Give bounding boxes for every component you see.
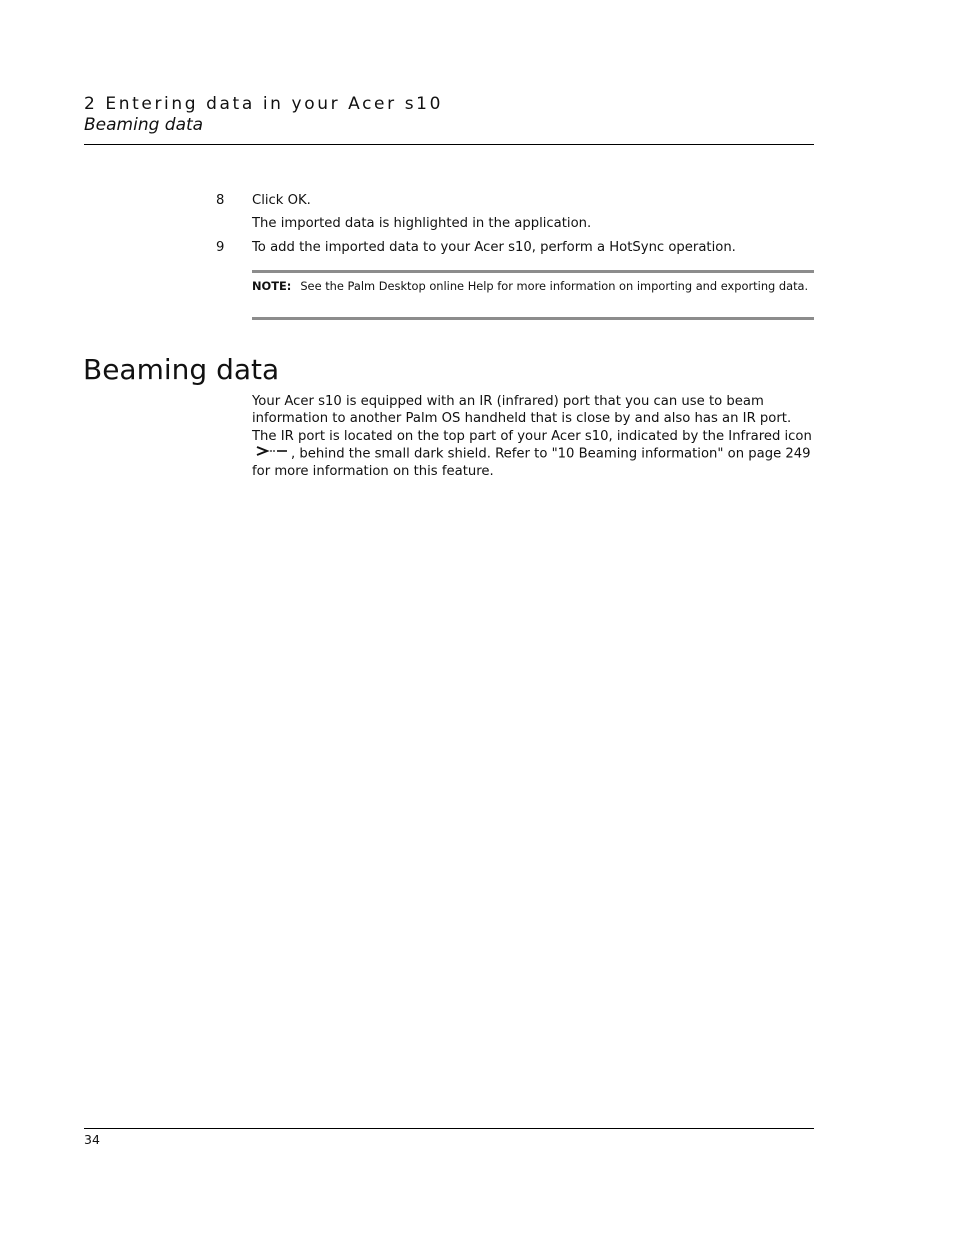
section-heading: Beaming data xyxy=(83,353,280,386)
section-subtitle: Beaming data xyxy=(84,115,204,135)
body-text-part2: , behind the small dark shield. Refer to "10 Beaming information" on page 249 for more information on this feature. xyxy=(252,446,811,479)
note-label: NOTE: xyxy=(252,279,292,293)
step-result: The imported data is highlighted in the application. xyxy=(252,216,592,231)
step-number: 8 xyxy=(216,193,225,208)
note-text: See the Palm Desktop online Help for more information on importing and exporting data. xyxy=(300,279,809,293)
body-paragraph xyxy=(252,393,814,480)
footer-divider xyxy=(84,1128,814,1129)
note-box xyxy=(252,270,814,320)
step-text: To add the imported data to your Acer s10, perform a HotSync operation. xyxy=(252,240,736,255)
header-divider xyxy=(84,144,814,145)
body-text-part1: Your Acer s10 is equipped with an IR (infrared) port that you can use to beam information to another Palm OS handheld that is close by and also has an IR port. The IR port is located on the top part of your Acer s10, indicated by the Infrared icon xyxy=(252,394,812,444)
infrared-icon xyxy=(255,445,289,462)
step-number: 9 xyxy=(216,240,225,255)
page-number: 34 xyxy=(84,1132,100,1147)
note-content xyxy=(252,279,812,294)
chapter-title: 2 Entering data in your Acer s10 xyxy=(84,94,443,114)
running-header xyxy=(84,93,814,136)
step-text: Click OK. xyxy=(252,193,311,208)
